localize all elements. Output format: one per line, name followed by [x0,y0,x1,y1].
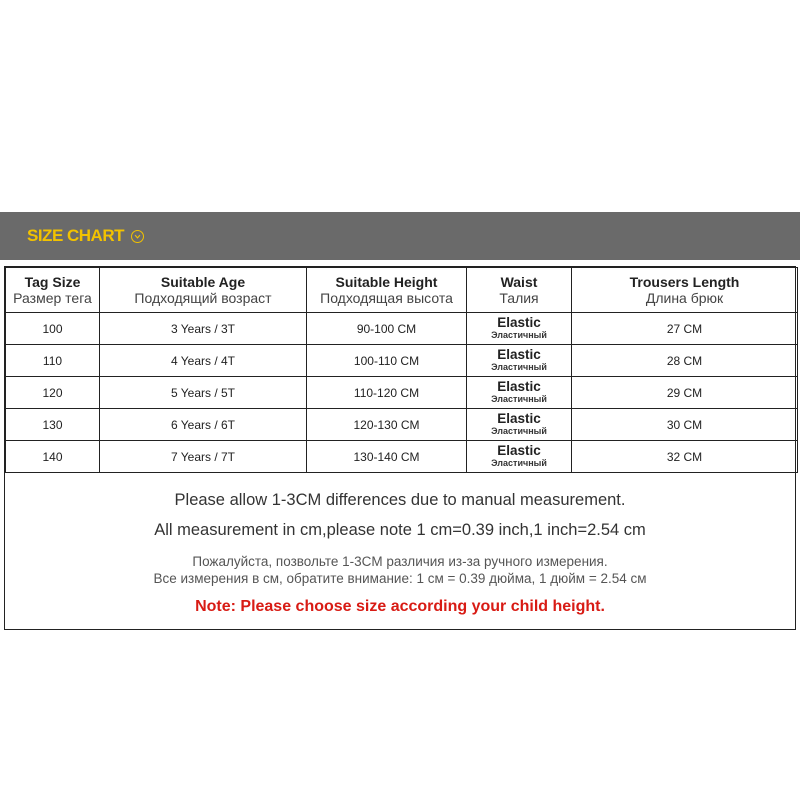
note-manual-measurement-ru: Пожалуйста, позвольте 1-3CM различия из-за ручного измерения. [192,554,608,569]
cell-height: 120-130 CM [307,409,467,441]
size-chart-table-container [4,266,796,630]
table-row [6,409,798,441]
header-row [6,268,798,313]
chevron-down-circle-icon [131,230,144,243]
cell-waist: Elastic Эластичный [467,377,572,409]
header-suitable-height: Suitable Height Подходящая высота [307,268,467,313]
cell-height: 90-100 CM [307,313,467,345]
size-chart-banner [0,212,800,260]
cell-waist: Elastic Эластичный [467,313,572,345]
cell-waist: Elastic Эластичный [467,345,572,377]
cell-age: 3 Years / 3T [100,313,307,345]
cell-length: 30 CM [572,409,798,441]
header-trousers-length: Trousers Length Длина брюк [572,268,798,313]
cell-age: 4 Years / 4T [100,345,307,377]
cell-tag: 120 [6,377,100,409]
header-suitable-age: Suitable Age Подходящий возраст [100,268,307,313]
table-row [6,441,798,473]
cell-age: 7 Years / 7T [100,441,307,473]
cell-tag: 110 [6,345,100,377]
cell-length: 32 CM [572,441,798,473]
cell-age: 6 Years / 6T [100,409,307,441]
cell-waist: Elastic Эластичный [467,441,572,473]
cell-age: 5 Years / 5T [100,377,307,409]
cell-tag: 140 [6,441,100,473]
header-waist: Waist Талия [467,268,572,313]
note-manual-measurement: Please allow 1-3CM differences due to manual measurement. [174,491,626,509]
cell-tag: 130 [6,409,100,441]
cell-height: 100-110 CM [307,345,467,377]
note-unit-conversion: All measurement in cm,please note 1 cm=0.39 inch,1 inch=2.54 cm [154,521,646,539]
cell-height: 110-120 CM [307,377,467,409]
table-row [6,345,798,377]
size-table [5,267,798,473]
cell-length: 27 CM [572,313,798,345]
table-row [6,313,798,345]
cell-length: 28 CM [572,345,798,377]
note-choose-size-warning: Note: Please choose size according your child height. [195,598,605,615]
cell-tag: 100 [6,313,100,345]
table-row [6,377,798,409]
cell-length: 29 CM [572,377,798,409]
cell-waist: Elastic Эластичный [467,409,572,441]
banner-title: SIZE CHART [27,226,124,245]
cell-height: 130-140 CM [307,441,467,473]
header-tag-size: Tag Size Размер тега [6,268,100,313]
note-unit-conversion-ru: Все измерения в см, обратите внимание: 1 см = 0.39 дюйма, 1 дюйм = 2.54 см [153,571,647,586]
